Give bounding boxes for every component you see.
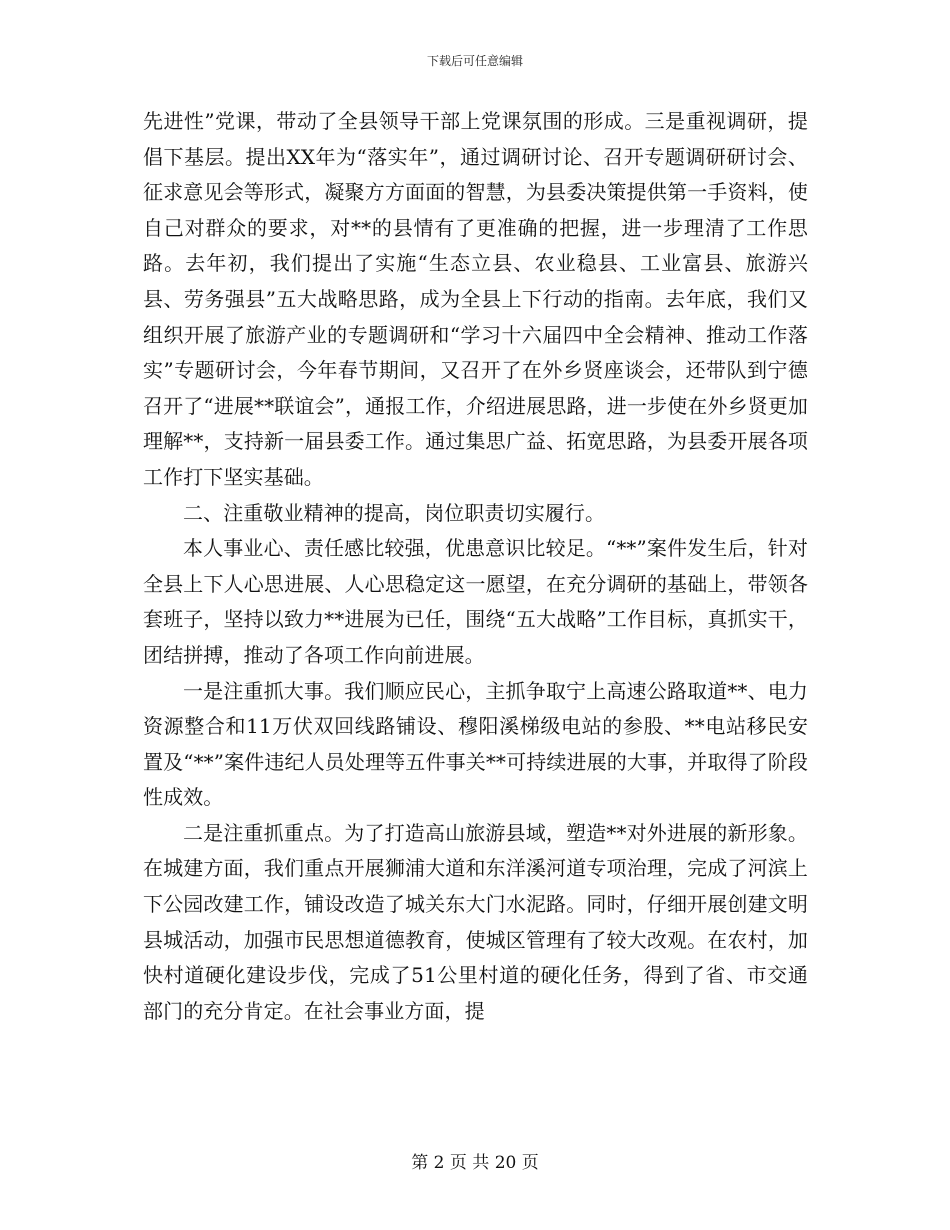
paragraph-3: 本人事业心、责任感比较强，优患意识比较足。“**”案件发生后，针对全县上下人心思进展、人心思稳定这一愿望，在充分调研的基础上，带领各套班子，坚持以致力**进展为已任，围绕“五大战略”工作目标，真抓实干，团结拼搏，推动了各项工作向前进展。	[143, 536, 808, 667]
page-number-footer: 第 2 页 共 20 页	[411, 1153, 539, 1173]
document-body	[143, 104, 808, 1029]
paragraph-2-section-heading: 二、注重敬业精神的提高，岗位职责切实履行。	[183, 500, 606, 525]
paragraph-4: 一是注重抓大事。我们顺应民心，主抓争取宁上高速公路取道**、电力资源整合和11万伏双回线路铺设、穆阳溪梯级电站的参股、**电站移民安置及“**”案件违纪人员处理等五件事关**可持续进展的大事，并取得了阶段性成效。	[143, 678, 808, 810]
page-header: 下载后可任意编辑	[426, 54, 523, 68]
paragraph-5: 二是注重抓重点。为了打造高山旅游县域，塑造**对外进展的新形象。在城建方面，我们重点开展狮浦大道和东洋溪河道专项治理，完成了河滨上下公园改建工作，铺设改造了城关东大门水泥路。同时，仔细开展创建文明县城活动，加强市民思想道德教育，使城区管理有了较大改观。在农村，加快村道硬化建设步伐，完成了51公里村道的硬化任务，得到了省、市交通部门的充分肯定。在社会事业方面，提	[143, 820, 808, 1023]
paragraph-1: 先进性”党课，带动了全县领导干部上党课氛围的形成。三是重视调研，提倡下基层。提出XX年为“落实年”，通过调研讨论、召开专题调研研讨会、征求意见会等形式，凝聚方方面面的智慧，为县委决策提供第一手资料，使自己对群众的要求，对**的县情有了更准确的把握，进一步理清了工作思路。去年初，我们提出了实施“生态立县、农业稳县、工业富县、旅游兴县、劳务强县”五大战略思路，成为全县上下行动的指南。去年底，我们又组织开展了旅游产业的专题调研和“学习十六届四中全会精神、推动工作落实”专题研讨会，今年春节期间，又召开了在外乡贤座谈会，还带队到宁德召开了“进展**联谊会”，通报工作，介绍进展思路，进一步使在外乡贤更加理解**，支持新一届县委工作。通过集思广益、拓宽思路，为县委开展各项工作打下坚实基础。	[143, 109, 808, 489]
